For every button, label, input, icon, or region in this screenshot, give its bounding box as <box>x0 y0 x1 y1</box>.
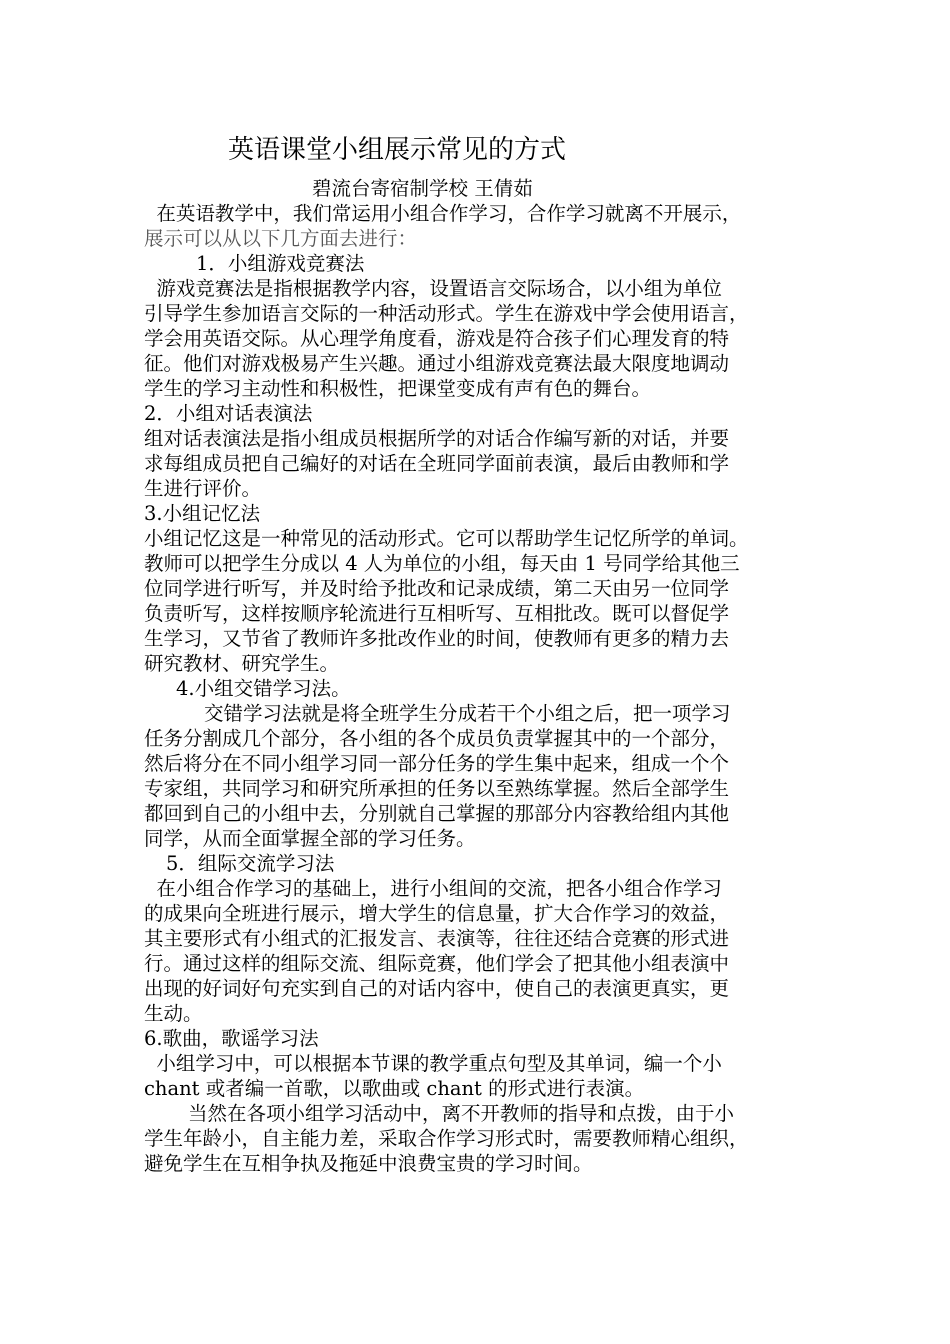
paragraph-line: 专家组，共同学习和研究所承担的任务以至熟练掌握。然后全部学生 <box>144 777 730 800</box>
paragraph-line: chant 或者编一首歌，以歌曲或 chant 的形式进行表演。 <box>144 1077 645 1100</box>
paragraph-line: 征。他们对游戏极易产生兴趣。通过小组游戏竞赛法最大限度地调动 <box>144 352 730 375</box>
paragraph-line: 游戏竞赛法是指根据教学内容，设置语言交际场合，以小组为单位 <box>144 277 722 300</box>
paragraph-line: 行。通过这样的组际交流、组际竞赛，他们学会了把其他小组表演中 <box>144 952 730 975</box>
paragraph-line: 学会用英语交际。从心理学角度看，游戏是符合孩子们心理发育的特 <box>144 327 730 350</box>
paragraph-line: 负责听写，这样按顺序轮流进行互相听写、互相批改。既可以督促学 <box>144 602 730 625</box>
paragraph-line: 生进行评价。 <box>144 477 262 500</box>
paragraph-line: 然后将分在不同小组学习同一部分任务的学生集中起来，组成一个个 <box>144 752 730 775</box>
section-heading: 6.歌曲，歌谣学习法 <box>144 1027 319 1050</box>
paragraph-line: 组对话表演法是指小组成员根据所学的对话合作编写新的对话，并要 <box>144 427 730 450</box>
paragraph-line: 任务分割成几个部分，各小组的各个成员负责掌握其中的一个部分， <box>144 727 730 750</box>
paragraph-line: 教师可以把学生分成以 4 人为单位的小组，每天由 1 号同学给其他三 <box>144 552 740 575</box>
author-line: 碧流台寄宿制学校 王倩茹 <box>312 177 533 200</box>
paragraph-line: 当然在各项小组学习活动中，离不开教师的指导和点拨，由于小 <box>188 1102 735 1125</box>
section-heading: 5．组际交流学习法 <box>166 852 335 875</box>
section-heading: 4.小组交错学习法。 <box>176 677 351 700</box>
paragraph-line: 都回到自己的小组中去，分别就自己掌握的那部分内容教给组内其他 <box>144 802 730 825</box>
paragraph-line: 避免学生在互相争执及拖延中浪费宝贵的学习时间。 <box>144 1152 593 1175</box>
paragraph-line: 引导学生参加语言交际的一种活动形式。学生在游戏中学会使用语言， <box>144 302 749 325</box>
paragraph-line: 其主要形式有小组式的汇报发言、表演等，往往还结合竞赛的形式进 <box>144 927 730 950</box>
paragraph-line: 求每组成员把自己编好的对话在全班同学面前表演，最后由教师和学 <box>144 452 730 475</box>
section-heading: 2．小组对话表演法 <box>144 402 313 425</box>
paragraph-line: 位同学进行听写，并及时给予批改和记录成绩，第二天由另一位同学 <box>144 577 730 600</box>
paragraph-line: 在英语教学中，我们常运用小组合作学习，合作学习就离不开展示， <box>144 202 742 225</box>
paragraph-line: 小组学习中，可以根据本节课的教学重点句型及其单词，编一个小 <box>144 1052 722 1075</box>
paragraph-line: 小组记忆这是一种常见的活动形式。它可以帮助学生记忆所学的单词。 <box>144 527 749 550</box>
paragraph-line: 生学习，又节省了教师许多批改作业的时间，使教师有更多的精力去 <box>144 627 730 650</box>
document-title: 英语课堂小组展示常见的方式 <box>228 135 567 165</box>
paragraph-line: 学生的学习主动性和积极性，把课堂变成有声有色的舞台。 <box>144 377 652 400</box>
paragraph-line: 交错学习法就是将全班学生分成若干个小组之后，把一项学习 <box>204 702 731 725</box>
paragraph-line: 展示可以从以下几方面去进行： <box>144 227 418 250</box>
paragraph-line: 在小组合作学习的基础上，进行小组间的交流，把各小组合作学习 <box>144 877 722 900</box>
paragraph-line: 学生年龄小，自主能力差，采取合作学习形式时，需要教师精心组织， <box>144 1127 749 1150</box>
paragraph-line: 出现的好词好句充实到自己的对话内容中，使自己的表演更真实，更 <box>144 977 730 1000</box>
paragraph-line: 的成果向全班进行展示，增大学生的信息量，扩大合作学习的效益， <box>144 902 730 925</box>
paragraph-line: 生动。 <box>144 1002 203 1025</box>
section-heading: 3.小组记忆法 <box>144 502 261 525</box>
paragraph-line: 研究教材、研究学生。 <box>144 652 340 675</box>
section-heading: 1．小组游戏竞赛法 <box>196 252 365 275</box>
paragraph-line: 同学，从而全面掌握全部的学习任务。 <box>144 827 476 850</box>
